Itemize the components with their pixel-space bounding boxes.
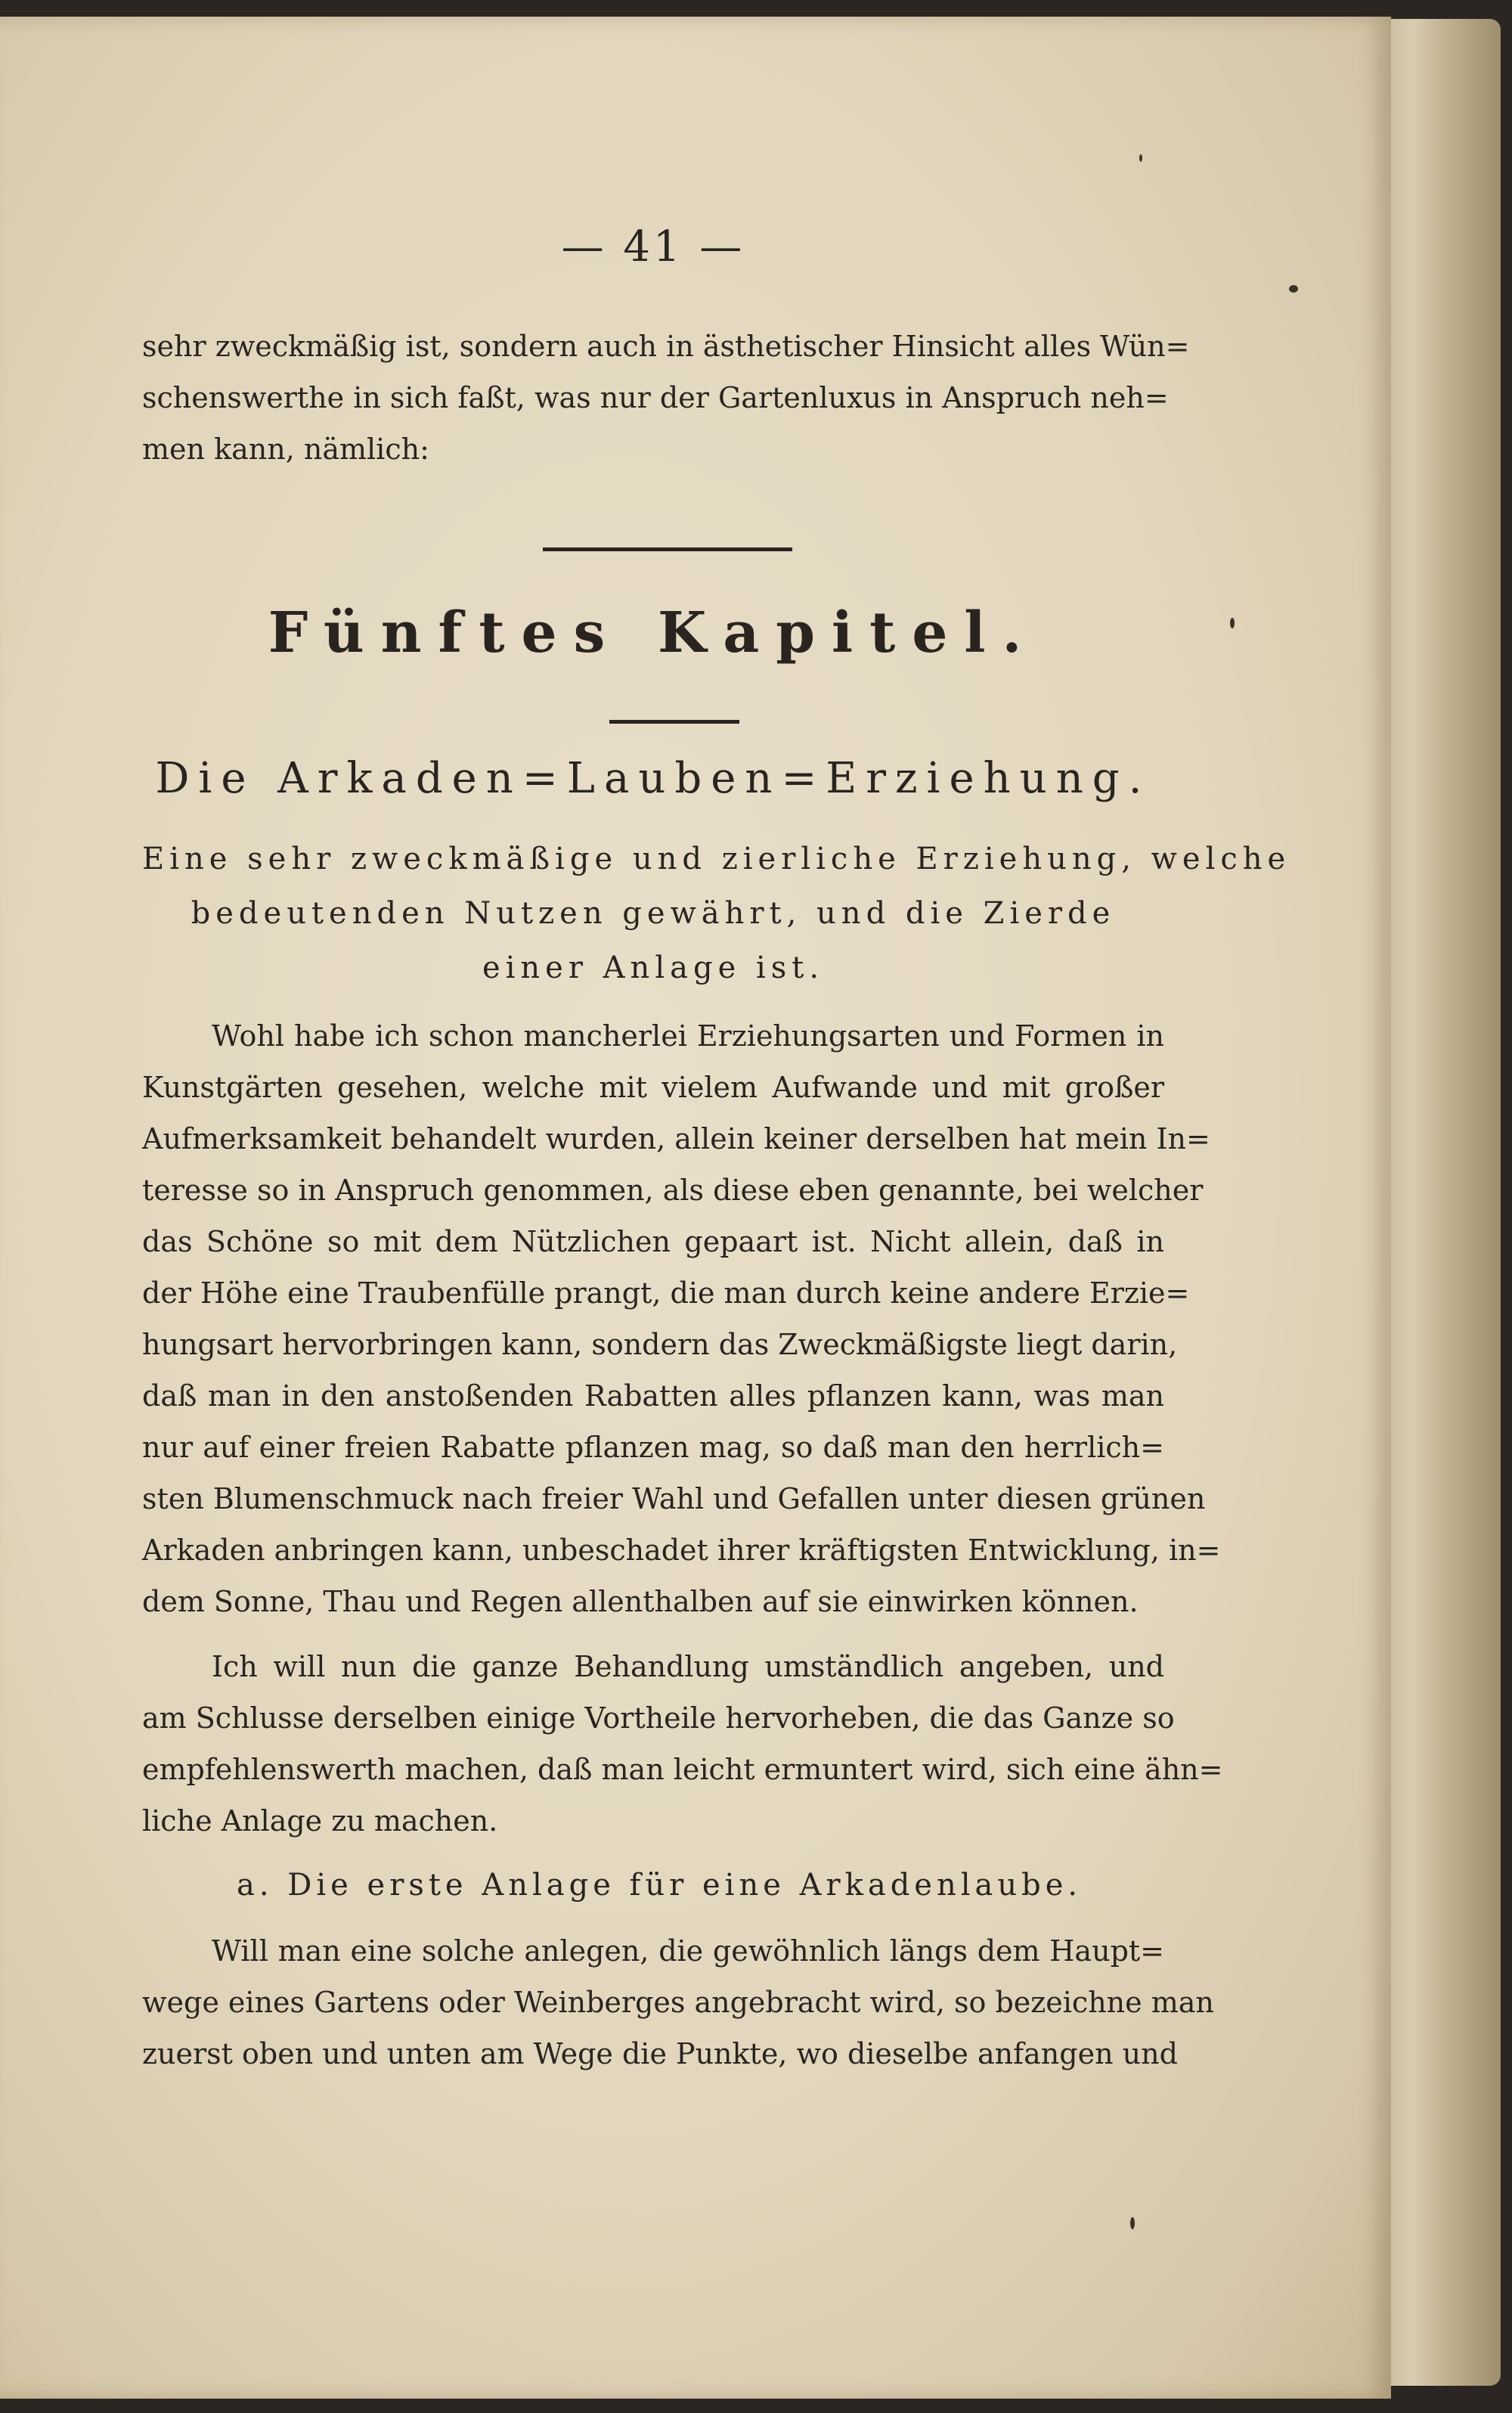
- paragraph-line: Ich will nun die ganze Behandlung umständlich angeben, und: [212, 1650, 1164, 1683]
- intro-line: schenswerthe in sich faßt, was nur der Gartenluxus in Anspruch neh=: [142, 381, 1169, 414]
- paragraph-line: Wohl habe ich schon mancherlei Erziehungsarten und Formen in: [212, 1019, 1164, 1053]
- paragraph-line: der Höhe eine Traubenfülle prangt, die man durch keine andere Erzie=: [142, 1276, 1190, 1310]
- paragraph-3: [142, 1925, 1214, 2080]
- paragraph-line: dem Sonne, Thau und Regen allenthalben auf sie einwirken können.: [142, 1585, 1139, 1618]
- paragraph-line: am Schlusse derselben einige Vortheile hervorheben, die das Ganze so: [142, 1701, 1175, 1735]
- chapter-title: Fünftes Kapitel.: [268, 600, 1039, 665]
- paragraph-line: Aufmerksamkeit behandelt wurden, allein keiner derselben hat mein In=: [142, 1122, 1210, 1155]
- paragraph-line: empfehlenswerth machen, daß man leicht ermuntert wird, sich eine ähn=: [142, 1753, 1223, 1786]
- paper-speck: [1230, 618, 1235, 628]
- intro-line: men kann, nämlich:: [142, 433, 429, 466]
- paragraph-line: teresse so in Anspruch genommen, als diese eben genannte, bei welcher: [142, 1174, 1204, 1207]
- paragraph-line: sten Blumenschmuck nach freier Wahl und Gefallen unter diesen grünen: [142, 1482, 1206, 1515]
- paragraph-line: wege eines Gartens oder Weinberges angebracht wird, so bezeichne man: [142, 1986, 1214, 2019]
- paragraph-line: das Schöne so mit dem Nützlichen gepaart ist. Nicht allein, daß in: [142, 1225, 1164, 1258]
- subsection-heading: a. Die erste Anlage für eine Arkadenlaube.: [237, 1868, 1083, 1903]
- paragraph-line: Arkaden anbringen kann, unbeschadet ihrer kräftigsten Entwicklung, in=: [142, 1534, 1221, 1567]
- section-title: Die Arkaden=Lauben=Erziehung.: [155, 754, 1151, 803]
- paragraph-1: [142, 1010, 1221, 1627]
- intro-paragraph: [142, 321, 1190, 475]
- page-number: — 41 —: [561, 222, 745, 271]
- subtitle-line: bedeutenden Nutzen gewährt, und die Zierde: [191, 896, 1116, 931]
- paragraph-line: nur auf einer freien Rabatte pflanzen mag, so daß man den herrlich=: [142, 1431, 1164, 1464]
- subtitle-line: einer Anlage ist.: [482, 951, 825, 985]
- intro-line: sehr zweckmäßig ist, sondern auch in ästhetischer Hinsicht alles Wün=: [142, 330, 1190, 363]
- paper-speck: [1289, 285, 1298, 293]
- divider-rule-top: [543, 547, 792, 551]
- book-page: [0, 17, 1391, 2399]
- paragraph-line: daß man in den anstoßenden Rabatten alles pflanzen kann, was man: [142, 1379, 1164, 1413]
- paper-speck: [1130, 2217, 1135, 2229]
- paper-speck: [1139, 154, 1142, 162]
- paragraph-line: Kunstgärten gesehen, welche mit vielem Aufwande und mit großer: [142, 1071, 1164, 1104]
- paragraph-2: [142, 1641, 1223, 1847]
- subtitle-line: Eine sehr zweckmäßige und zierliche Erziehung, welche: [142, 842, 1291, 876]
- page-stack-edge: [1376, 19, 1501, 2386]
- divider-rule-short: [609, 720, 739, 724]
- paragraph-line: hungsart hervorbringen kann, sondern das Zweckmäßigste liegt darin,: [142, 1328, 1178, 1361]
- paragraph-line: zuerst oben und unten am Wege die Punkte, wo dieselbe anfangen und: [142, 2037, 1178, 2070]
- paragraph-line: Will man eine solche anlegen, die gewöhnlich längs dem Haupt=: [212, 1934, 1164, 1968]
- section-subtitle: [142, 832, 1291, 995]
- paragraph-line: liche Anlage zu machen.: [142, 1804, 498, 1838]
